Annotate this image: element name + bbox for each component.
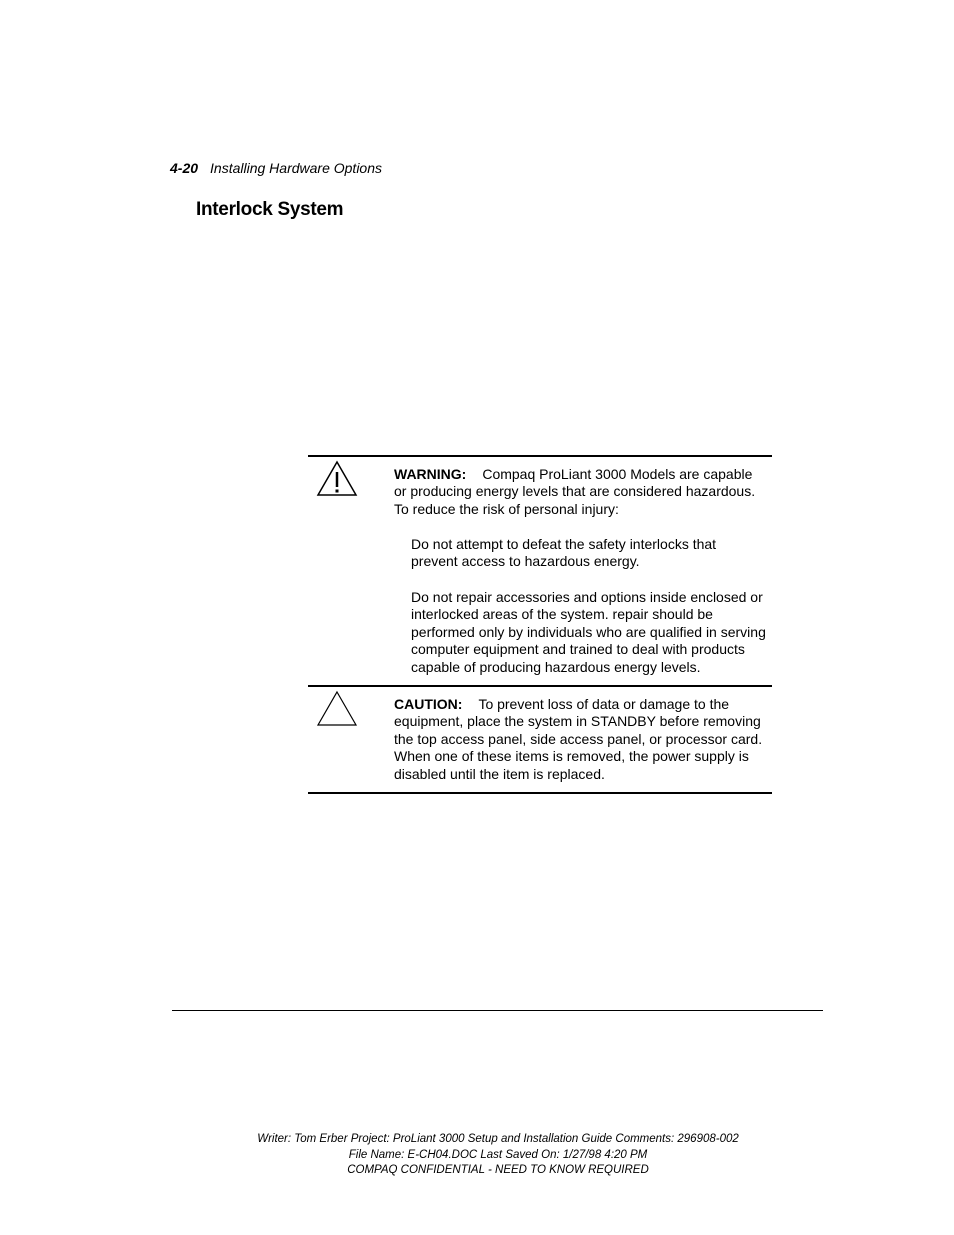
page-number: 4-20 xyxy=(170,160,199,176)
warning-top-rule xyxy=(308,455,772,457)
caution-body: To prevent loss of data or damage to the equipment, place the system in STANDBY before removing the top access panel, side access panel, or processor card. When one of these items is removed, the power supply is disabled until the item is replaced. xyxy=(394,696,763,782)
caution-top-rule xyxy=(308,685,772,687)
warning-label: WARNING: xyxy=(394,466,467,482)
footer-line-3: COMPAQ CONFIDENTIAL - NEED TO KNOW REQUIRED xyxy=(347,1164,649,1177)
page-bottom-rule xyxy=(172,1010,823,1011)
warning-body: Compaq ProLiant 3000 Models are capable or producing energy levels that are considered hazardous. To reduce the risk of personal injury: xyxy=(394,466,756,517)
chapter-title: Installing Hardware Options xyxy=(210,160,383,176)
warning-item-1: Do not attempt to defeat the safety interlocks that prevent access to hazardous energy. xyxy=(411,536,717,570)
warning-item-2: Do not repair accessories and options inside enclosed or interlocked areas of the system. repair should be performed only by individuals who are qualified in serving computer equipment and trained to deal with products capable of producing hazardous energy levels. xyxy=(411,589,766,675)
warning-text xyxy=(394,466,764,518)
section-title: Interlock System xyxy=(196,199,344,220)
page-footer xyxy=(0,1132,954,1179)
footer-line-2: File Name: E-CH04.DOC Last Saved On: 1/27/98 4:20 PM xyxy=(348,1148,648,1161)
caution-label: CAUTION: xyxy=(394,696,463,712)
warning-triangle-exclamation-icon xyxy=(316,460,358,497)
caution-bottom-rule xyxy=(308,792,772,794)
caution-triangle-icon xyxy=(316,690,358,727)
footer-line-1: Writer: Tom Erber Project: ProLiant 3000 Setup and Installation Guide Comments: 296908-002 xyxy=(257,1133,739,1145)
caution-text xyxy=(394,696,764,783)
running-head xyxy=(170,160,382,176)
